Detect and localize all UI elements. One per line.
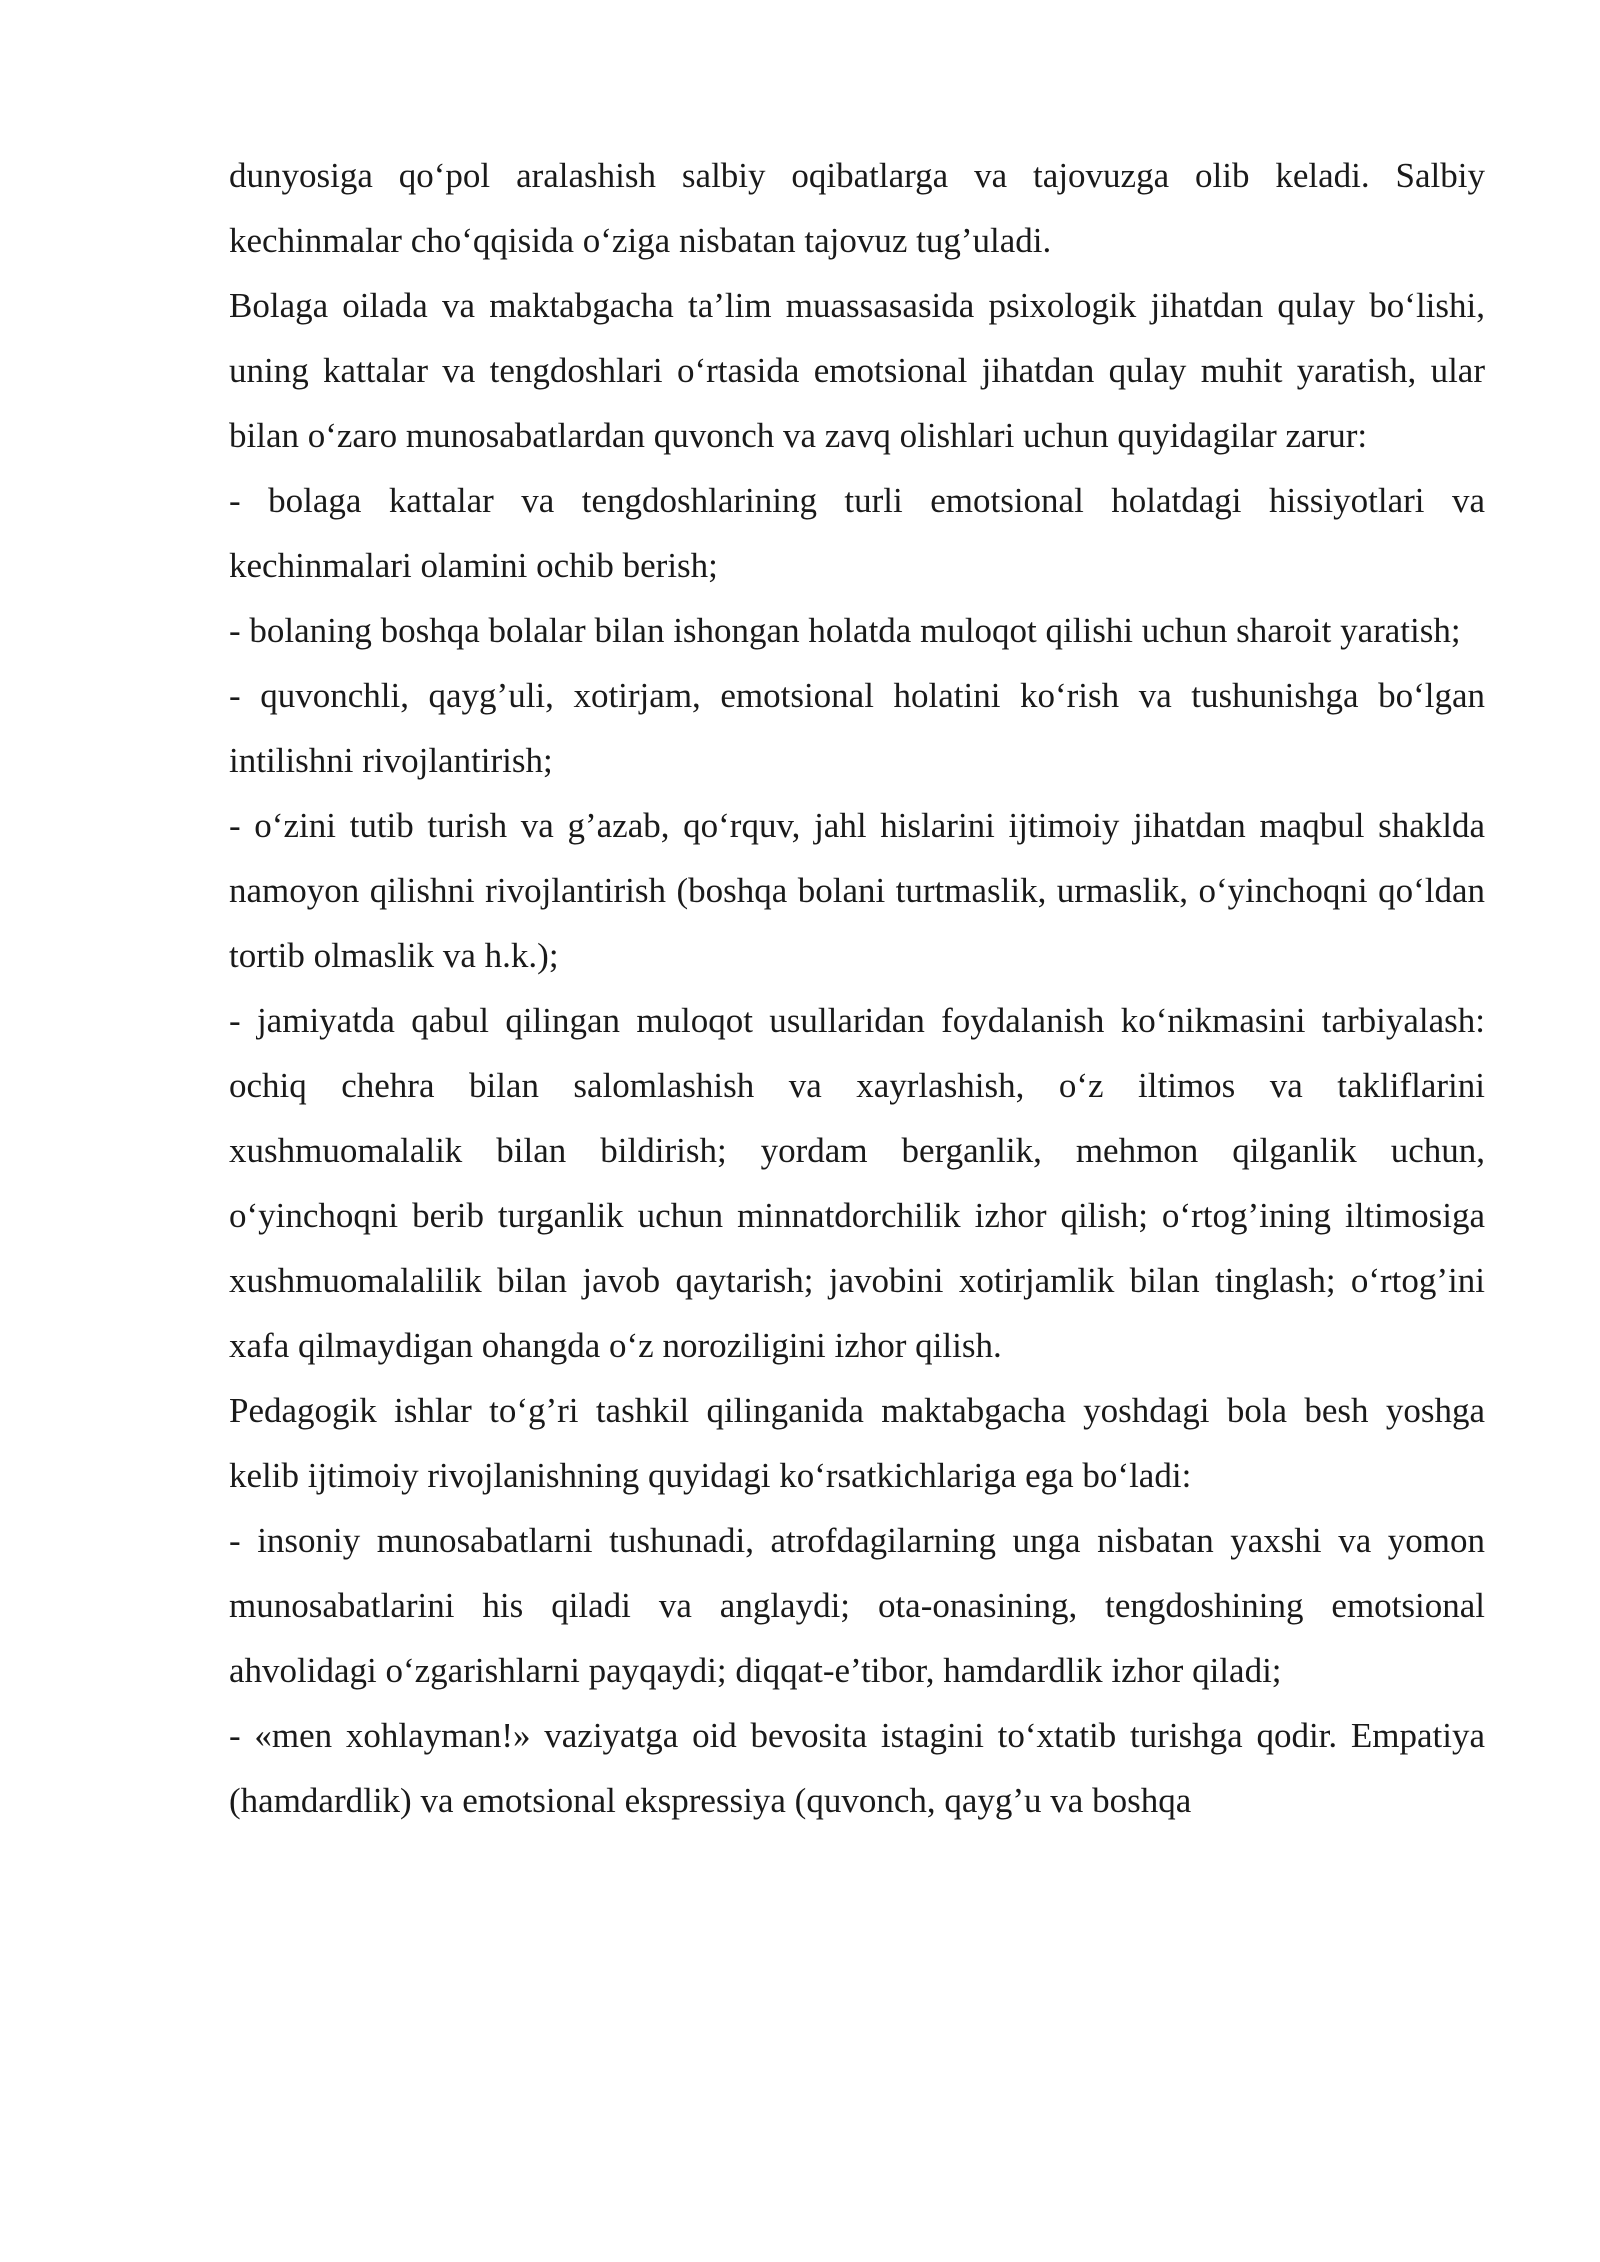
paragraph-continuation: dunyosiga qo‘pol aralashish salbiy oqibatlarga va tajovuzga olib keladi. Salbiy kechinmalar cho‘qqisida o‘ziga nisbatan tajovuz tug’uladi. [229,156,1485,260]
paragraph-intro: Bolaga oilada va maktabgacha ta’lim muassasasida psixologik jihatdan qulay bo‘lishi, uning kattalar va tengdoshlari o‘rtasida emotsional jihatdan qulay muhit yaratish, ular bilan o‘zaro munosabatlardan quvonch va zavq olishlari uchun quyidagilar zarur: [229,286,1485,455]
list-item: - quvonchli, qayg’uli, xotirjam, emotsional holatini ko‘rish va tushunishga bo‘lgan intilishni rivojlantirish; [229,676,1485,780]
list-item: - bolaga kattalar va tengdoshlarining turli emotsional holatdagi hissiyotlari va kechinmalari olamini ochib berish; [229,481,1485,585]
list-item: - insoniy munosabatlarni tushunadi, atrofdagilarning unga nisbatan yaxshi va yomon munosabatlarini his qiladi va anglaydi; ota-onasining, tengdoshining emotsional ahvolidagi o‘zgarishlarni payqaydi; diqqat-e’tibor, hamdardlik izhor qiladi; [229,1521,1485,1690]
list-item: - «men xohlayman!» vaziyatga oid bevosita istagini to‘xtatib turishga qodir. Empatiya (hamdardlik) va emotsional ekspressiya (quvonch, qayg’u va boshqa [229,1716,1485,1820]
paragraph-indicators: Pedagogik ishlar to‘g’ri tashkil qilinganida maktabgacha yoshdagi bola besh yoshga kelib ijtimoiy rivojlanishning quyidagi ko‘rsatkichlariga ega bo‘ladi: [229,1391,1485,1495]
list-item: - bolaning boshqa bolalar bilan ishongan holatda muloqot qilishi uchun sharoit yaratish; [229,611,1461,650]
list-item: - o‘zini tutib turish va g’azab, qo‘rquv, jahl hislarini ijtimoiy jihatdan maqbul shaklda namoyon qilishni rivojlantirish (boshqa bolani turtmaslik, urmaslik, o‘yinchoqni qo‘ldan tortib olmaslik va h.k.); [229,806,1485,975]
list-item: - jamiyatda qabul qilingan muloqot usullaridan foydalanish ko‘nikmasini tarbiyalash: ochiq chehra bilan salomlashish va xayrlashish, o‘z iltimos va takliflarini xushmuomalalik bilan bildirish; yordam berganlik, mehmon qilganlik uchun, o‘yinchoqni berib turganlik uchun minnatdorchilik izhor qilish; o‘rtog’ining iltimosiga xushmuomalalilik bilan javob qaytarish; javobini xotirjamlik bilan tinglash; o‘rtog’ini xafa qilmaydigan ohangda o‘z noroziligini izhor qilish. [229,1001,1485,1365]
body-text [229,143,1485,1833]
